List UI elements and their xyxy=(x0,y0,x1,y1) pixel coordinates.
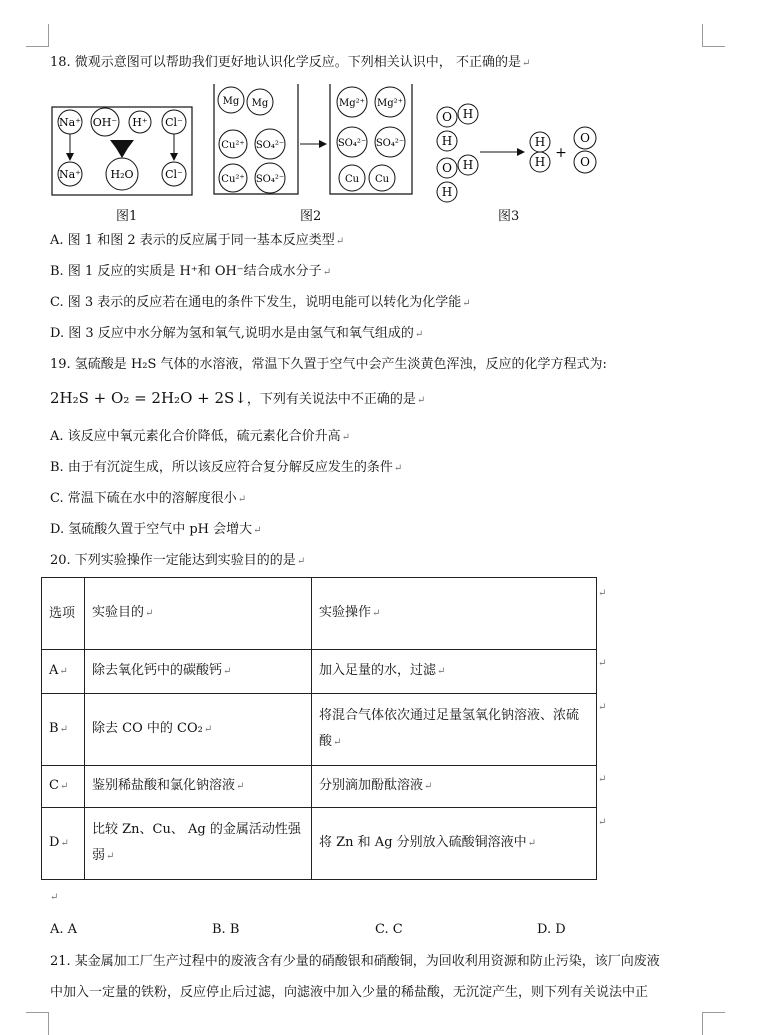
row-b-option: B↵ xyxy=(42,694,85,766)
fig3-reactant-3: O xyxy=(442,161,452,175)
fig2-after-1: Mg²⁺ xyxy=(377,98,403,109)
fig2-after-3: SO₄²⁻ xyxy=(375,138,405,149)
q19-option-c: C. 常温下硫在水中的溶解度很小↵ xyxy=(50,491,247,506)
q19-option-b: B. 由于有沉淀生成，所以该反应符合复分解反应发生的条件↵ xyxy=(50,460,403,475)
row-c-goal: 鉴别稀盐酸和氯化钠溶液↵ xyxy=(85,766,312,808)
fig2-before-4: Cu²⁺ xyxy=(221,174,245,185)
row-d-goal: 比较 Zn、Cu、 Ag 的金属活动性强弱↵ xyxy=(85,808,312,880)
fig2-before-0: Mg xyxy=(222,96,240,107)
q20-table xyxy=(41,577,597,880)
fig3-reactant-5: H xyxy=(441,185,453,199)
row-d-option: D↵ xyxy=(42,808,85,880)
fig2-after-0: Mg²⁺ xyxy=(339,98,365,109)
fig3-product-1: H xyxy=(534,155,546,169)
q19-equation: 2H₂S + O₂ = 2H₂O + 2S↓ xyxy=(50,389,247,407)
fig3-reactant-2: H xyxy=(441,134,453,148)
table-row xyxy=(42,694,597,766)
fig1-top-3: Cl⁻ xyxy=(165,116,183,129)
q20-stem: 20. 下列实验操作一定能达到实验目的的是↵ xyxy=(50,553,306,568)
q19-option-a: A. 该反应中氧元素化合价降低，硫元素化合价升高↵ xyxy=(50,429,351,444)
q19-stem: 19. 氢硫酸是 H₂S 气体的水溶液，常温下久置于空气中会产生淡黄色浑浊，反应的化学方程式为: xyxy=(50,357,607,372)
fig2-particles xyxy=(218,87,405,193)
row-end-mark: ↵ xyxy=(598,817,607,828)
fig2-caption: 图2 xyxy=(300,209,322,224)
corner-mark-top-right xyxy=(702,24,725,47)
table-row xyxy=(42,650,597,694)
fig3-reactant-1: H xyxy=(462,107,474,121)
fig3-plus: + xyxy=(555,145,567,161)
q18-figures xyxy=(50,82,620,222)
q19-equation-line: 2H₂S + O₂ = 2H₂O + 2S↓，下列有关说法中不正确的是↵ xyxy=(50,389,426,407)
fig2-before-1: Mg xyxy=(251,98,269,109)
corner-mark-bottom-left xyxy=(26,1012,49,1035)
table-row xyxy=(42,766,597,808)
fig1-top-2: H⁺ xyxy=(132,116,148,129)
row-c-operation: 分别滴加酚酞溶液↵ xyxy=(312,766,597,808)
fig3-product-0: H xyxy=(534,135,546,149)
fig2-after-4: Cu xyxy=(344,174,360,185)
q21-line-1: 21. 某金属加工厂生产过程中的废液含有少量的硝酸银和硝酸铜，为回收利用资源和防止污染，该厂向废液 xyxy=(50,954,660,969)
fig1-bottom-1: H₂O xyxy=(110,168,134,181)
row-end-mark: ↵ xyxy=(598,658,607,669)
q18-option-c: C. 图 3 表示的反应若在通电的条件下发生，说明电能可以转化为化学能↵ xyxy=(50,295,471,310)
q20-answer-d: D. D xyxy=(537,922,566,937)
row-a-operation: 加入足量的水，过滤↵ xyxy=(312,650,597,694)
fig1-caption: 图1 xyxy=(116,209,138,224)
q18-option-d: D. 图 3 反应中水分解为氢和氧气,说明水是由氢气和氧气组成的↵ xyxy=(50,326,424,341)
row-end-mark: ↵ xyxy=(598,774,607,785)
q19-option-d: D. 氢硫酸久置于空气中 pH 会增大↵ xyxy=(50,522,262,537)
fig3-molecules xyxy=(437,104,596,202)
q18-option-b: B. 图 1 反应的实质是 H⁺和 OH⁻结合成水分子↵ xyxy=(50,264,332,279)
row-b-goal: 除去 CO 中的 CO₂↵ xyxy=(85,694,312,766)
corner-mark-bottom-right xyxy=(702,1012,725,1035)
fig2-before-3: SO₄²⁻ xyxy=(255,140,285,151)
fig3-product-2: O xyxy=(580,131,590,145)
fig2-after-5: Cu xyxy=(374,174,390,185)
row-b-operation: 将混合气体依次通过足量氢氧化钠溶液、浓硫酸↵ xyxy=(312,694,597,766)
row-a-option: A↵ xyxy=(42,650,85,694)
row-a-goal: 除去氧化钙中的碳酸钙↵ xyxy=(85,650,312,694)
q20-answer-a: A. A xyxy=(50,922,78,937)
q20-answer-b: B. B xyxy=(212,922,240,937)
fig2-before-5: SO₄²⁻ xyxy=(255,174,285,185)
fig1-bottom-0: Na⁺ xyxy=(59,168,81,181)
q21-line-2: 中加入一定量的铁粉，反应停止后过滤，向滤液中加入少量的稀盐酸，无沉淀产生，则下列有关说法中正 xyxy=(50,985,649,1000)
paragraph-mark: ↵ xyxy=(50,892,59,903)
header-goal: 实验目的↵ xyxy=(85,578,312,650)
fig3-reactant-0: O xyxy=(442,110,452,124)
row-c-option: C↵ xyxy=(42,766,85,808)
fig3-reactant-4: H xyxy=(462,158,474,172)
fig1-merge-arrow xyxy=(110,140,134,158)
row-end-mark: ↵ xyxy=(598,702,607,713)
fig1-top-0: Na⁺ xyxy=(59,116,81,129)
table-row xyxy=(42,808,597,880)
fig3-caption: 图3 xyxy=(498,209,520,224)
corner-mark-top-left xyxy=(26,24,49,47)
fig1-bottom-2: Cl⁻ xyxy=(165,168,183,181)
header-option: 选项 xyxy=(42,578,85,650)
fig2-before-2: Cu²⁺ xyxy=(221,140,245,151)
q18-stem: 18. 微观示意图可以帮助我们更好地认识化学反应。下列相关认识中， 不正确的是↵ xyxy=(50,55,531,70)
fig2-after-2: SO₄²⁻ xyxy=(337,138,367,149)
fig3-product-3: O xyxy=(580,155,590,169)
header-operation: 实验操作↵ xyxy=(312,578,597,650)
fig1-top-1: OH⁻ xyxy=(92,116,118,129)
q20-answer-c: C. C xyxy=(375,922,403,937)
q18-option-a: A. 图 1 和图 2 表示的反应属于同一基本反应类型↵ xyxy=(50,233,345,248)
row-d-operation: 将 Zn 和 Ag 分别放入硫酸铜溶液中↵ xyxy=(312,808,597,880)
row-end-mark: ↵ xyxy=(598,588,607,599)
table-header-row xyxy=(42,578,597,650)
